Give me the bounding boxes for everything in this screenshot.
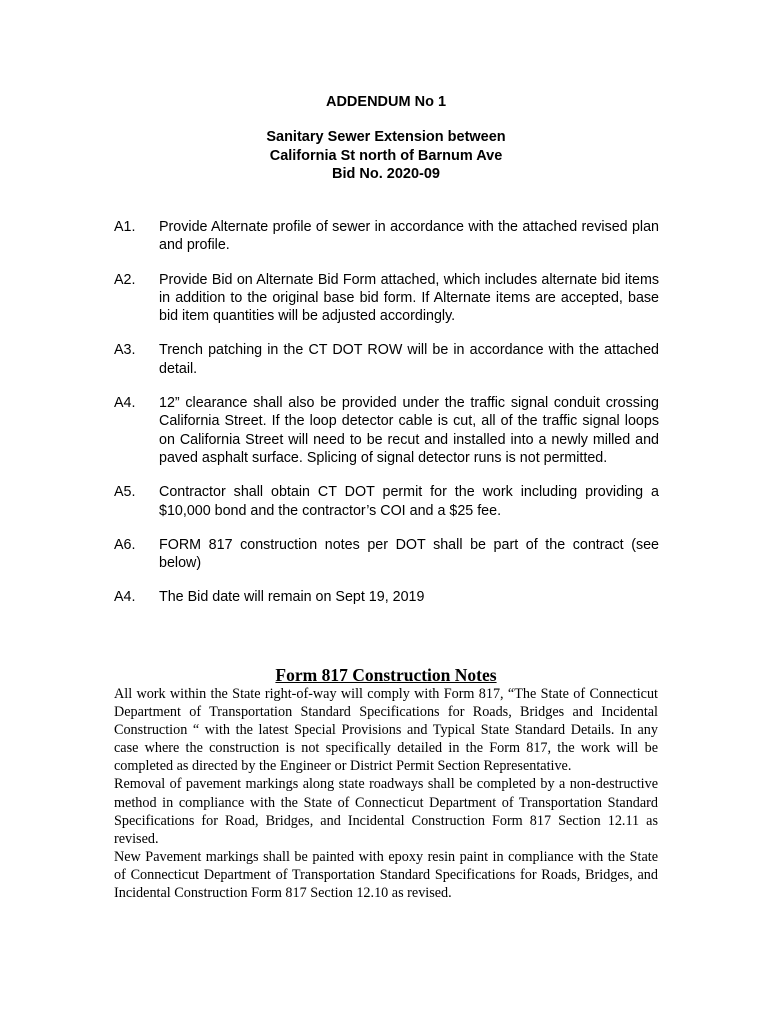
item-text: Trench patching in the CT DOT ROW will be in accordance with the attached detail. bbox=[159, 342, 659, 377]
item-number: A6. bbox=[114, 536, 136, 553]
project-subtitle bbox=[114, 128, 658, 184]
subtitle-line-2: California St north of Barnum Ave bbox=[269, 147, 503, 164]
addendum-item bbox=[114, 218, 659, 255]
item-number: A2. bbox=[114, 271, 136, 288]
item-text: Provide Bid on Alternate Bid Form attached, which includes alternate bid items in addition to the original base bid form. If Alternate items are accepted, base bid item quantities will be adjusted accordingly. bbox=[159, 271, 659, 325]
item-text: Provide Alternate profile of sewer in accordance with the attached revised plan and profile. bbox=[159, 219, 659, 254]
construction-notes bbox=[114, 685, 658, 902]
addendum-item bbox=[114, 341, 659, 378]
item-text: Contractor shall obtain CT DOT permit for the work including providing a $10,000 bond and the contractor’s COI and a $25 fee. bbox=[159, 484, 659, 519]
item-number: A5. bbox=[114, 484, 136, 501]
addendum-items bbox=[114, 218, 659, 623]
item-number: A1. bbox=[114, 219, 136, 235]
item-number: A3. bbox=[114, 342, 136, 359]
item-text: 12” clearance shall also be provided under the traffic signal conduit crossing California Street. If the loop detector cable is cut, all of the traffic signal loops on California Street will need to be recut and installed into a newly milled and paved asphalt surface. Splicing of signal detector runs is not permitted. bbox=[159, 395, 659, 466]
addendum-item bbox=[114, 394, 659, 467]
addendum-item bbox=[114, 271, 659, 326]
addendum-item bbox=[114, 588, 659, 606]
notes-paragraph: Removal of pavement markings along state roadways shall be completed by a non-destructive method in compliance with the State of Connecticut Department of Transportation Standard Specifications for Road, Bridges, and Incidental Construction Form 817 Section 12.11 as revised. bbox=[114, 776, 658, 847]
item-text: FORM 817 construction notes per DOT shall be part of the contract (see below) bbox=[159, 536, 659, 572]
addendum-item bbox=[114, 536, 659, 573]
notes-paragraph: New Pavement markings shall be painted with epoxy resin paint in compliance with the State of Connecticut Department of Transportation Standard Specifications for Roads, Bridges, and Incidental Construction Form 817 Section 12.10 as revised. bbox=[114, 848, 658, 902]
addendum-title: ADDENDUM No 1 bbox=[325, 94, 447, 110]
construction-notes-heading: Form 817 Construction Notes bbox=[275, 665, 497, 685]
item-text: The Bid date will remain on Sept 19, 2019 bbox=[159, 589, 425, 606]
subtitle-line-1: Sanitary Sewer Extension between bbox=[266, 129, 506, 145]
item-number: A4. bbox=[114, 589, 136, 606]
item-number: A4. bbox=[114, 395, 136, 412]
notes-paragraph: All work within the State right-of-way will comply with Form 817, “The State of Connecticut Department of Transportation Standard Specifications for Roads, Bridges and Incidental Construction “ with the latest Special Provisions and Typical State Standard Details. In any case where the construction is not specifically detailed in the Form 817, the work will be completed as directed by the Engineer or District Permit Section Representative. bbox=[114, 686, 658, 775]
addendum-item bbox=[114, 483, 659, 520]
bid-number: Bid No. 2020-09 bbox=[332, 166, 440, 182]
